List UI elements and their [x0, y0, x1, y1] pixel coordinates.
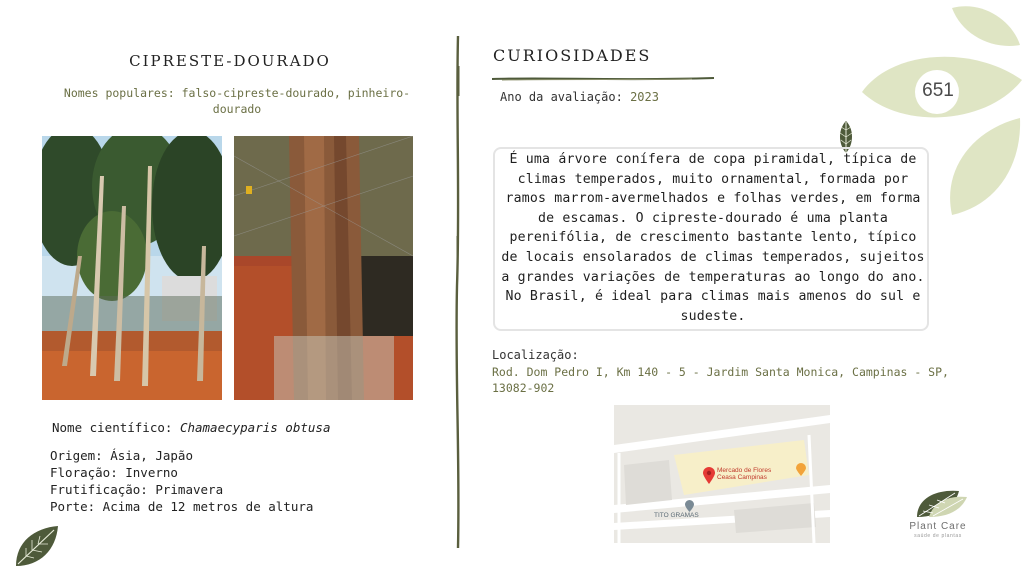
leaf-icon: [12, 522, 60, 574]
location-address: Rod. Dom Pedro I, Km 140 - 5 - Jardim Santa Monica, Campinas - SP, 13082-902: [492, 365, 949, 395]
tree-photo-landscape: [42, 136, 222, 400]
map-pin-icon[interactable]: [703, 467, 715, 488]
popular-names: Nomes populares: falso-cipreste-dourado, pinheiro-dourado: [63, 86, 411, 116]
map-place-line1: Mercado de Flores: [717, 467, 772, 474]
logo-name: Plant Care: [909, 521, 967, 532]
scientific-label: Nome científico:: [52, 420, 173, 435]
evaluation-year: [500, 90, 659, 104]
plant-care-logo-icon: [915, 487, 969, 523]
plant-number-badge: 651: [922, 80, 954, 101]
scientific-name: [52, 420, 330, 435]
plant-facts: [50, 447, 313, 515]
origin-text: Origem: Ásia, Japão: [50, 448, 193, 463]
plant-title: CIPRESTE-DOURADO: [129, 52, 331, 70]
location-label: Localização:: [492, 348, 579, 362]
flowering-text: Floração: Inverno: [50, 465, 178, 480]
map-other-place: TITO GRAMAS: [654, 512, 699, 519]
size-text: Porte: Acima de 12 metros de altura: [50, 499, 314, 514]
year-label: Ano da avaliação:: [500, 90, 623, 104]
description-text: É uma árvore conífera de copa piramidal, típica de climas temperados, muito ornamental, formada por ramos marrom-avermelhados e folhas verdes, em forma de escamas. O cipreste-dourado é uma planta perenifólia, de crescimento bastante lento, típico de locais ensolarados de climas temperados, sujeitos a grandes variações de temperaturas ao longo do ano. No Brasil, é ideal para climas mais amenos do sul e sudeste.: [501, 152, 925, 324]
fruiting-text: Frutificação: Primavera: [50, 482, 224, 497]
map-place-line2: Ceasa Campinas: [717, 474, 767, 481]
title-underline: [492, 68, 714, 76]
location-map[interactable]: [614, 405, 830, 543]
vertical-divider: [452, 36, 464, 548]
year-value: 2023: [630, 90, 659, 104]
scientific-value: Chamaecyparis obtusa: [179, 420, 331, 435]
curiosities-title: CURIOSIDADES: [493, 46, 652, 65]
tree-trunk-photo: [234, 136, 413, 400]
logo-tagline: saúde de plantas: [914, 533, 962, 539]
map-place-label: [717, 467, 771, 481]
map-poi-icon: [796, 461, 806, 480]
